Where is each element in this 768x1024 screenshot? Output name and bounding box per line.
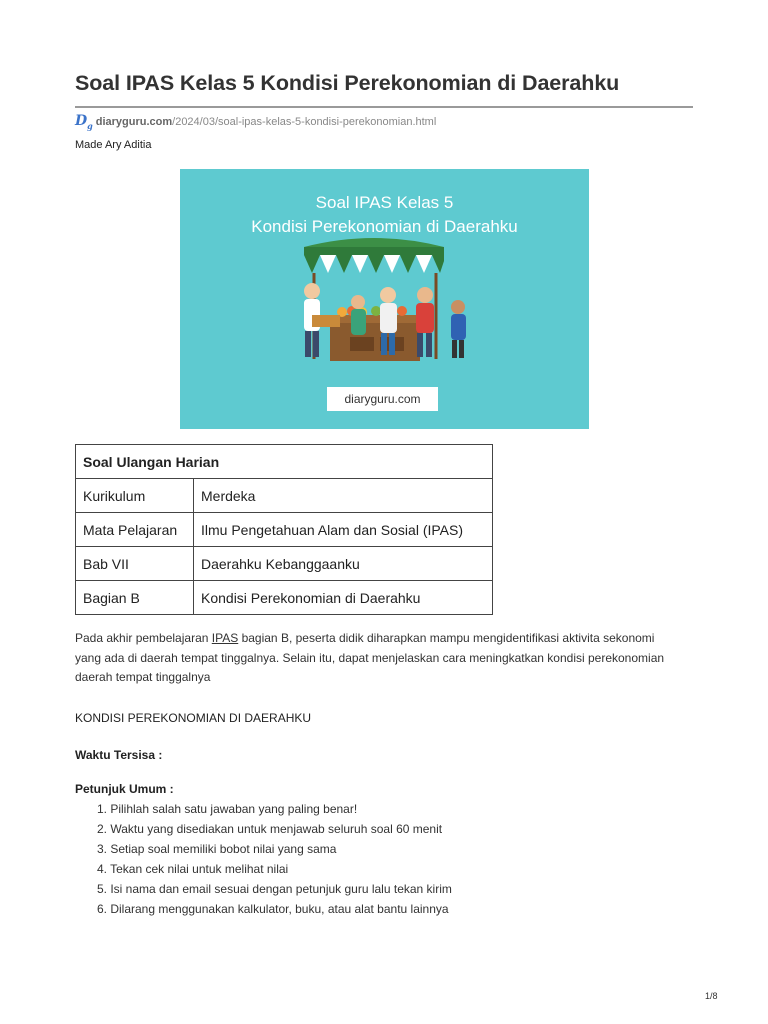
table-header-row: [76, 445, 493, 479]
list-item: 2. Waktu yang disediakan untuk menjawab seluruh soal 60 menit: [97, 822, 443, 836]
hero-banner: [180, 169, 589, 429]
table-key: Mata Pelajaran: [76, 513, 194, 547]
rules-list: [75, 799, 452, 919]
title-divider: [75, 106, 693, 108]
banner-site-badge: diaryguru.com: [327, 387, 438, 411]
table-row: [76, 479, 493, 513]
stall-table-icon: [330, 306, 420, 361]
table-value: Ilmu Pengetahuan Alam dan Sosial (IPAS): [194, 513, 493, 547]
table-row: [76, 581, 493, 615]
table-row: [76, 547, 493, 581]
ipas-link[interactable]: IPAS: [211, 631, 239, 645]
table-value: Daerahku Kebanggaanku: [194, 547, 493, 581]
table-value: Kondisi Perekonomian di Daerahku: [194, 581, 493, 615]
petunjuk-umum-label: Petunjuk Umum :: [75, 782, 174, 796]
list-item: 1. Pilihlah salah satu jawaban yang paling benar!: [97, 802, 358, 816]
table-row: [76, 513, 493, 547]
table-header: Soal Ulangan Harian: [76, 445, 493, 479]
source-domain[interactable]: diaryguru.com: [95, 115, 173, 128]
table-key: Kurikulum: [76, 479, 194, 513]
banner-title-line1: Soal IPAS Kelas 5: [315, 193, 454, 212]
author-name: Made Ary Aditia: [75, 139, 152, 151]
intro-paragraph: Pada akhir pembelajaran IPAS bagian B, peserta didik diharapkan mampu mengidentifikasi aktivita sekonomi yang ada di daerah tempat tinggalnya. Selain itu, dapat menjelaskan cara meningkatkan kondisi perekonomian daerah tempat tinggalnya: [75, 631, 665, 684]
page-title: Soal IPAS Kelas 5 Kondisi Perekonomian di Daerahku: [75, 71, 620, 95]
list-item: 6. Dilarang menggunakan kalkulator, buku, atau alat bantu lainnya: [97, 902, 449, 916]
customer-person-icon: [451, 300, 466, 358]
customer-person-icon: [416, 287, 434, 357]
table-key: Bab VII: [76, 547, 194, 581]
diaryguru-logo-icon: $D_g$: [75, 113, 93, 131]
banner-title-line2: Kondisi Perekonomian di Daerahku: [251, 217, 518, 236]
waktu-tersisa-label: Waktu Tersisa :: [75, 748, 163, 762]
list-item: 5. Isi nama dan email sesuai dengan petunjuk guru lalu tekan kirim: [97, 882, 452, 896]
info-table: [75, 444, 493, 615]
list-item: 3. Setiap soal memiliki bobot nilai yang sama: [97, 842, 337, 856]
table-key: Bagian B: [76, 581, 194, 615]
source-url[interactable]: [75, 113, 436, 131]
customer-person-icon: [351, 295, 366, 335]
source-path[interactable]: /2024/03/soal-ipas-kelas-5-kondisi-perekonomian.html: [172, 115, 437, 128]
table-value: Merdeka: [194, 479, 493, 513]
section-heading: KONDISI PEREKONOMIAN DI DAERAHKU: [75, 711, 312, 725]
list-item: 4. Tekan cek nilai untuk melihat nilai: [97, 862, 289, 876]
page-number: 1/8: [705, 991, 718, 1001]
